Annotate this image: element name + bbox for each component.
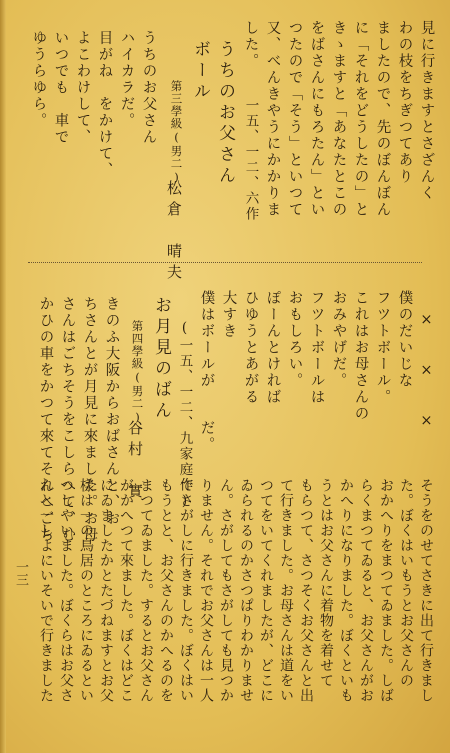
poem-line: 目がね をかけて、 <box>96 30 113 179</box>
story-line: て行きました。お母さんは道をい <box>278 478 294 703</box>
story-line: つしやいました。ぼくらはお父さ <box>58 478 74 703</box>
story-line: でさがしに行きました。ぼくはい <box>178 478 194 703</box>
prose-line: 見に行きますとさざんく <box>418 20 435 202</box>
poem-subtitle: ボール <box>190 40 210 103</box>
story-title: お月見のばん <box>151 296 171 422</box>
prose-line: した。 <box>242 20 259 70</box>
poem2-line: フツトボール。 <box>374 290 391 406</box>
poem2-line: これはお母さんの <box>352 290 369 422</box>
prose-line: に「それをどうしたの」と <box>352 20 369 218</box>
prose-line: きゝますと「あなたとこの <box>330 20 347 218</box>
story-line: ん。さがしてもさがしても見つか <box>218 478 234 703</box>
story-author: 谷村 實 <box>126 420 144 504</box>
story-line: きのふ大阪からおばさんと、お <box>103 296 120 527</box>
poem2-date: (一五、一二、九家庭作) <box>176 320 193 511</box>
story-line: さんはごちそうをこしらへて、む <box>59 296 76 544</box>
poem-line: いつでも 車で <box>52 30 69 146</box>
section-marks: × × × <box>418 312 435 439</box>
prose-line: 又、べんきやうにかかりま <box>264 20 281 218</box>
story-line: た。ぼくはいもうとお父さんの <box>398 478 414 688</box>
prose-line: つたので「そう」といつて <box>286 20 303 218</box>
poem2-line: 僕のだいじな <box>396 290 413 389</box>
poem2-line: フツトボールは <box>308 290 325 406</box>
story-line: つてをいてくれましたが、どこに <box>258 478 274 703</box>
poem-line: ゆうらゆら。 <box>30 30 47 129</box>
poem-line: うちのお父さん <box>140 30 157 146</box>
page-number: 一三 <box>13 560 28 586</box>
story-line: おかへりをまつてゐました。しば <box>378 478 394 703</box>
section-divider <box>28 262 422 273</box>
poem2-line: 僕はボールが <box>198 290 215 389</box>
story-line: ゐられるのかさつぱりわかりませ <box>238 478 254 703</box>
story-line: もらつて、さつそくお父さんと出 <box>298 478 314 703</box>
poem-grade: 第三學級(男二) <box>169 80 184 185</box>
story-line: まつてゐました。するとお父さん <box>138 478 154 703</box>
poem-author: 松倉 晴夫 <box>165 180 183 285</box>
story-line: ちさんとが月見に來ました。お母 <box>81 296 98 544</box>
poem2-line: 大すき <box>220 290 237 340</box>
story-line: かへりになりました。ぼくといも <box>338 478 354 703</box>
prose-date: 一五、一二、六作 <box>242 98 259 222</box>
poem-title: うちのお父さん <box>215 40 235 187</box>
story-line: りません。それでお父さんは一人 <box>198 478 214 703</box>
story-grade: 第四學級(男二) <box>130 320 145 425</box>
poem2-line: おもしろい。 <box>286 290 303 389</box>
story-line: もうとと、お父さんのかへるのを <box>158 478 174 703</box>
story-line: そうをのせてさきに出て行きまし <box>418 478 434 703</box>
story-line: 樣は一の鳥居のところにゐるとい <box>78 478 94 703</box>
poem2-line: ひゆうとあがる <box>242 290 259 406</box>
prose-line: をばさんにもろたん」とい <box>308 20 325 218</box>
story-line: んと一しよにいそいで行きました <box>38 478 54 703</box>
page-edge-shadow <box>0 0 6 753</box>
story-line: らくまつてゐると、お父さんがお <box>358 478 374 703</box>
poem2-line: だ。 <box>198 420 215 453</box>
prose-line: わの枝をちぎつてあり <box>396 20 413 185</box>
poem-line: よこわけして、 <box>74 30 91 146</box>
story-line: がかへつて來ました。ぼくはどこ <box>118 478 134 703</box>
story-line: かひの車をかつて來てそれへごち <box>37 296 54 544</box>
poem2-line: ぽーんとければ <box>264 290 281 406</box>
story-line: うとはお父さんに着物を着せて <box>318 478 334 688</box>
prose-line: ましたので、先のぼんぼん <box>374 20 391 218</box>
poem2-line: おみやげだ。 <box>330 290 347 389</box>
story-line: にゐましたかとたづねますとお父 <box>98 478 114 703</box>
poem-line: ハイカラだ。 <box>118 30 135 129</box>
